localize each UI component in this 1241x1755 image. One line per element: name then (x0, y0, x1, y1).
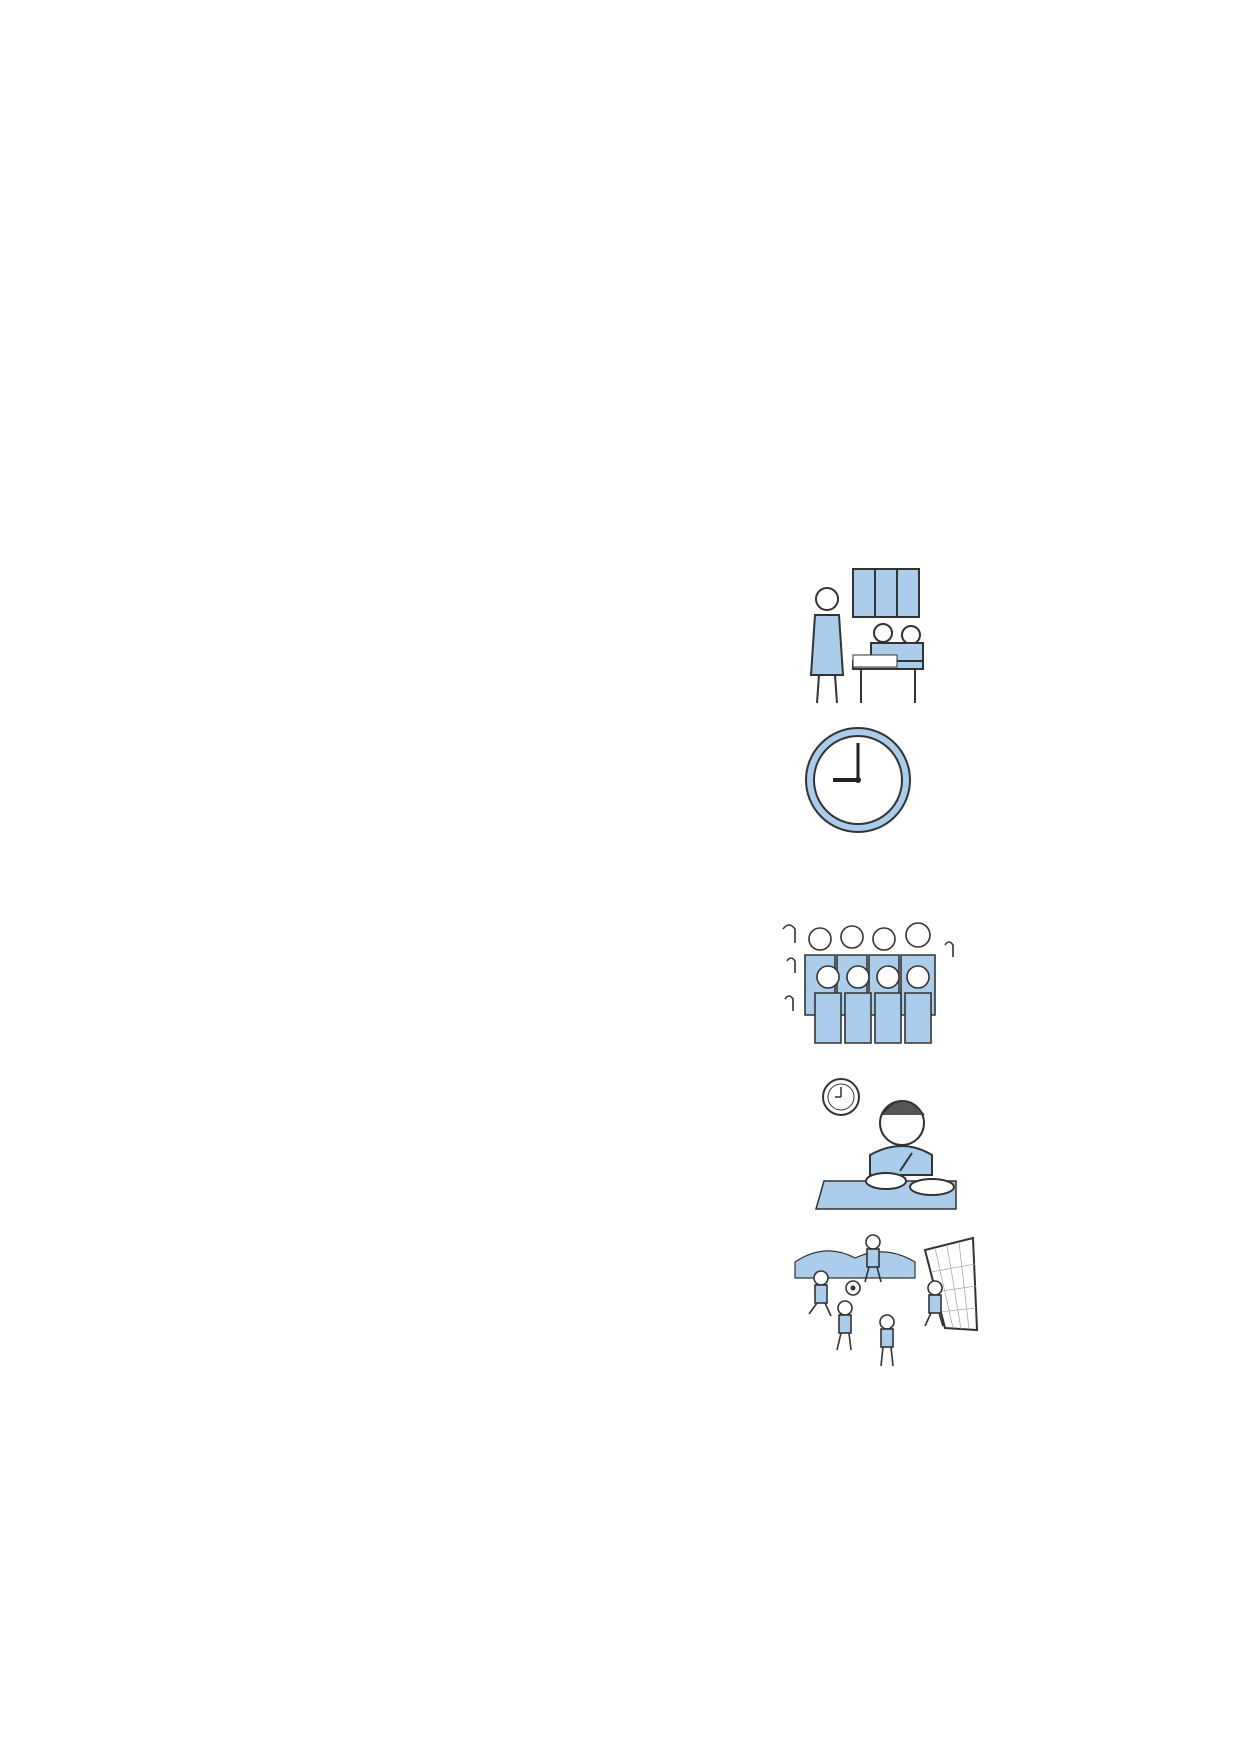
football-picture (785, 1232, 980, 1372)
music-class-picture (775, 915, 960, 1045)
clock-picture (803, 725, 913, 835)
english-class-picture (805, 565, 925, 705)
lunch-picture (810, 1075, 960, 1210)
